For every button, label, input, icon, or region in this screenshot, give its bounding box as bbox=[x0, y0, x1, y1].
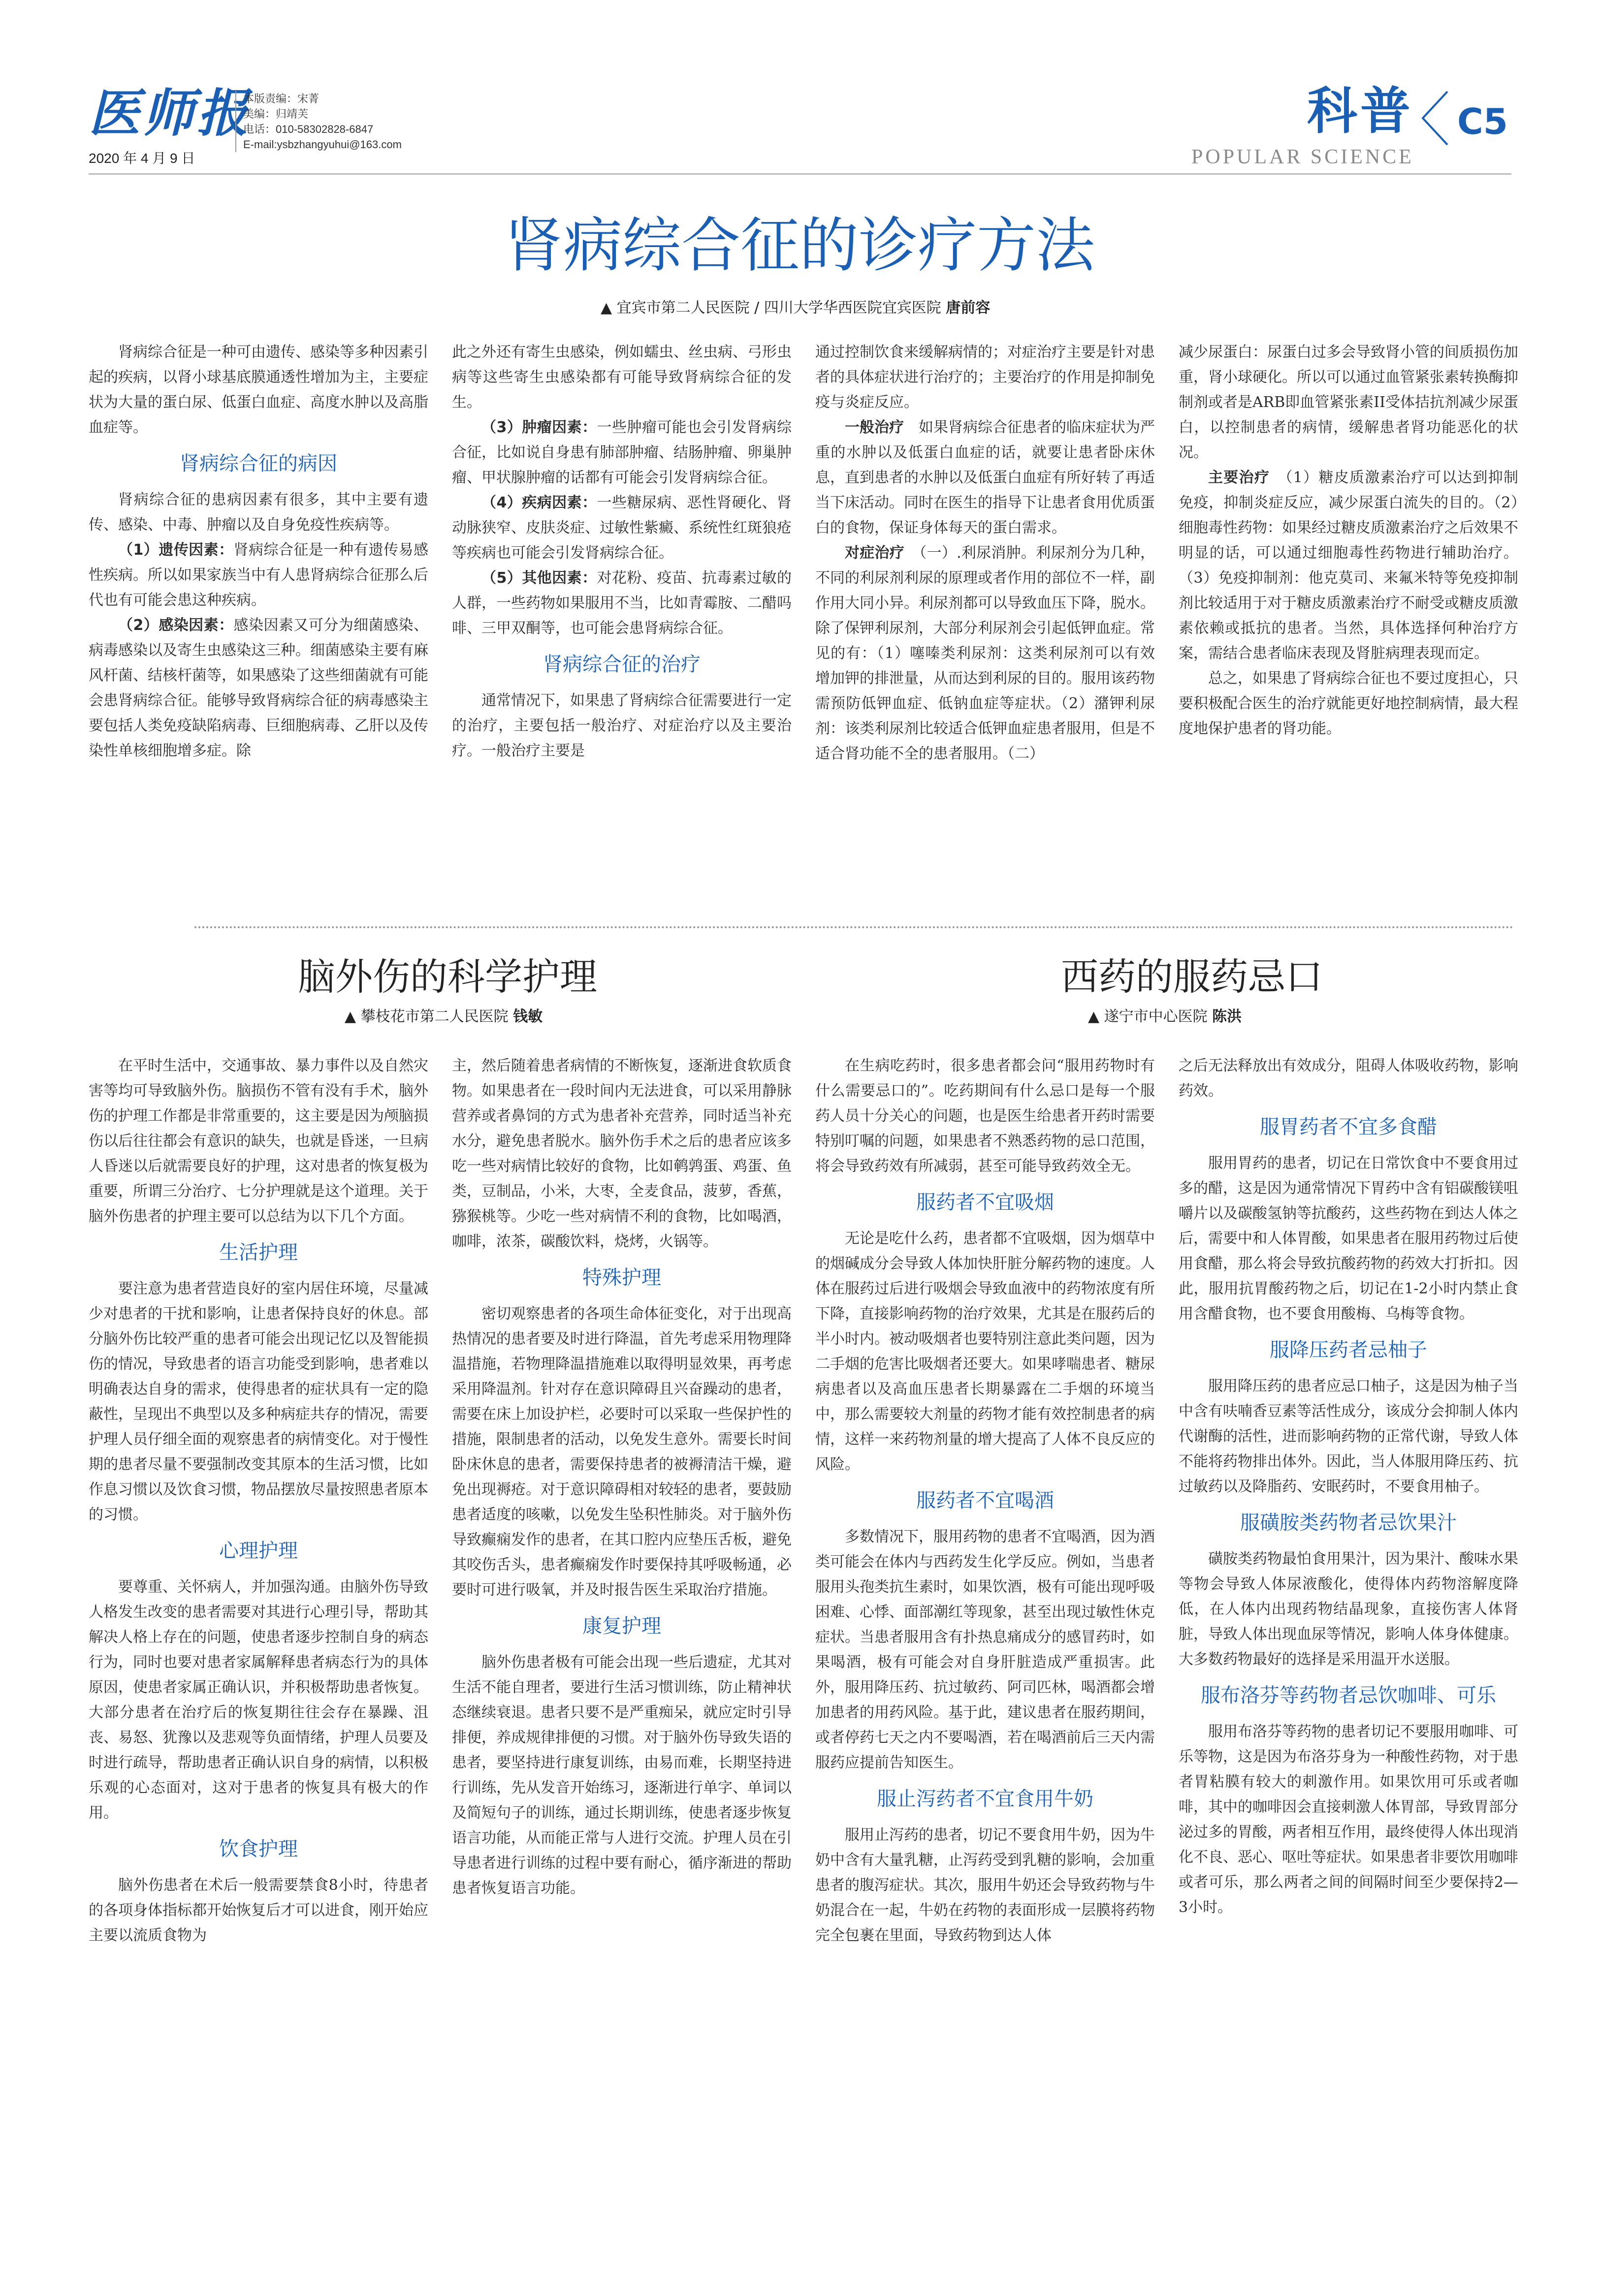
lead-in: （5）其他因素： bbox=[481, 569, 597, 587]
subheading: 服磺胺类药物者忌饮果汁 bbox=[1240, 1511, 1457, 1534]
kidney-column-4 bbox=[1179, 340, 1518, 741]
article-title-kidney: 肾病综合征的诊疗方法 bbox=[504, 212, 1095, 280]
subheading: 服药者不宜喝酒 bbox=[916, 1489, 1054, 1512]
credit-email[interactable]: E-mail:ysbzhangyuhui@163.com bbox=[243, 138, 402, 151]
header-divider bbox=[89, 173, 1511, 175]
subheading: 服布洛芬等药物者忌饮咖啡、可乐 bbox=[1201, 1684, 1496, 1707]
kidney-column-1 bbox=[89, 340, 428, 763]
article-title-medicine: 西药的服药忌口 bbox=[1061, 955, 1323, 999]
subheading: 康复护理 bbox=[582, 1615, 661, 1637]
byline-org: ▲ 攀枝花市第二人民医院 bbox=[345, 1008, 509, 1025]
paragraph bbox=[89, 613, 428, 763]
paragraph bbox=[815, 540, 1155, 766]
credit-designer: 美编：归靖芙 bbox=[243, 108, 309, 120]
paragraph: 此之外还有寄生虫感染，例如蠕虫、丝虫病、弓形虫病等这些寄生虫感染都有可能导致肾病综合征的发生。 bbox=[452, 344, 792, 411]
section-divider bbox=[194, 926, 1514, 928]
paragraph: 主，然后随着患者病情的不断恢复，逐渐进食软质食物。如果患者在一段时间内无法进食，可以采用静脉营养或者鼻饲的方式为患者补充营养，同时适当补充水分，避免患者脱水。脑外伤手术之后的患者应该多吃一些对病情比较好的食物，比如鹌鹑蛋、鸡蛋、鱼类，豆制品，小米，大枣，全麦食品，菠萝，香蕉，猕猴桃等。少吃一些对病情不利的食物，比如喝酒，咖啡，浓茶，碳酸饮料，烧烤，火锅等。 bbox=[452, 1057, 792, 1250]
section-title: 科普 bbox=[1307, 82, 1413, 141]
paragraph: 总之，如果患了肾病综合征也不要过度担心，只要积极配合医生的治疗就能更好地控制病情，最大程度地保护患者的肾功能。 bbox=[1179, 670, 1518, 737]
paragraph: 肾病综合征的患病因素有很多，其中主要有遗传、感染、中毒、肿瘤以及自身免疫性疾病等。 bbox=[89, 491, 428, 534]
paragraph bbox=[452, 415, 792, 490]
paragraph: 脑外伤患者在术后一般需要禁食8小时，待患者的各项身体指标都开始恢复后才可以进食，刚开始应主要以流质食物为 bbox=[89, 1877, 428, 1944]
paragraph: 服用降压药的患者应忌口柚子，这是因为柚子当中含有呋喃香豆素等活性成分，该成分会抑制人体内代谢酶的活性，进而影响药物的正常代谢，导致人体不能将药物排出体外。因此，当人体服用降压药、抗过敏药以及降脂药、安眠药时，不要食用柚子。 bbox=[1179, 1378, 1518, 1495]
byline-author: 陈洪 bbox=[1212, 1008, 1242, 1025]
paragraph-text: 一些肿瘤可能也会引发肾病综合征，比如说自身患有肺部肿瘤、结肠肿瘤、卵巢肿瘤、甲状腺肿瘤的话都有可能会引发肾病综合征。 bbox=[452, 419, 792, 486]
subheading: 肾病综合征的治疗 bbox=[543, 653, 701, 676]
byline-org: ▲ 遂宁市中心医院 bbox=[1088, 1008, 1208, 1025]
paragraph: 减少尿蛋白：尿蛋白过多会导致肾小管的间质损伤加重，肾小球硬化。所以可以通过血管紧张素转换酶抑制剂或者是ARB即血管紧张素II受体拮抗剂减少尿蛋白，以控制患者的病情，缓解患者肾功能恶化的状况。 bbox=[1179, 344, 1518, 461]
issue-date: 2020 年 4 月 9 日 bbox=[89, 151, 195, 166]
byline-org: ▲ 宜宾市第二人民医院 / 四川大学华西医院宜宾医院 bbox=[601, 299, 941, 316]
subheading: 心理护理 bbox=[219, 1540, 298, 1562]
paragraph: 服用胃药的患者，切记在日常饮食中不要食用过多的醋，这是因为通常情况下胃药中含有铝碳酸镁咀嚼片以及碳酸氢钠等抗酸药，这些药物在到达人体之后，需要中和人体胃酸，如果患者在服用药物过后使用食醋，那么将会导致抗酸药物的药效大打折扣。因此，服用抗胃酸药物之后，切记在1-2小时内禁止食用含醋食物，也不要食用酸梅、乌梅等食物。 bbox=[1179, 1155, 1518, 1322]
medicine-column-2 bbox=[1179, 1053, 1518, 1920]
lead-in: （4）疾病因素： bbox=[481, 494, 597, 511]
lead-in: 一般治疗 bbox=[845, 419, 904, 436]
kidney-column-2 bbox=[452, 340, 792, 763]
page-number: C5 bbox=[1457, 101, 1508, 142]
credit-phone: 电话：010-58302828-6847 bbox=[243, 123, 374, 135]
paragraph bbox=[815, 415, 1155, 540]
subheading: 服药者不宜吸烟 bbox=[916, 1191, 1054, 1214]
paragraph bbox=[452, 490, 792, 566]
lead-in: 主要治疗 bbox=[1208, 469, 1270, 486]
paragraph bbox=[89, 537, 428, 613]
paragraph: 要尊重、关怀病人，并加强沟通。由脑外伤导致人格发生改变的患者需要对其进行心理引导，帮助其解决人格上存在的问题，使患者逐步控制自身的病态行为，同时也要对患者家属解释患者病态行为的具体原因，使患者家属正确认识，并积极帮助患者恢复。大部分患者在治疗后的恢复期往往会存在暴躁、沮丧、易怒、犹豫以及悲观等负面情绪，护理人员要及时进行疏导，帮助患者正确认识自身的病情，以积极乐观的心态面对，这对于患者的恢复具有极大的作用。 bbox=[89, 1578, 428, 1822]
article-byline-brain bbox=[345, 1004, 543, 1026]
paragraph bbox=[452, 566, 792, 641]
paragraph: 通常情况下，如果患了肾病综合征需要进行一定的治疗，主要包括一般治疗、对症治疗以及主要治疗。一般治疗主要是 bbox=[452, 692, 792, 759]
paragraph: 无论是吃什么药，患者都不宜吸烟，因为烟草中的烟碱成分会导致人体加快肝脏分解药物的速度。人体在服药过后进行吸烟会导致血液中的药物浓度有所下降，直接影响药物的治疗效果，尤其是在服药后的半小时内。被动吸烟者也要特别注意此类问题，因为二手烟的危害比吸烟者还要大。如果哮喘患者、糖尿病患者以及高血压患者长期暴露在二手烟的环境当中，那么需要较大剂量的药物才能有效控制患者的病情，这样一来药物剂量的增大提高了人体不良反应的风险。 bbox=[815, 1230, 1155, 1473]
lead-in: （3）肿瘤因素： bbox=[481, 419, 597, 436]
chevron-left-icon bbox=[1418, 89, 1452, 148]
byline-author: 钱敏 bbox=[513, 1008, 543, 1025]
paragraph-text: （一）.利尿消肿。利尿剂分为几种，不同的利尿剂利尿的原理或者作用的部位不一样，副作用大同小异。利尿剂都可以导致血压下降，脱水。除了保钾利尿剂，大部分利尿剂会引起低钾血症。常见的有：（1）噻嗪类利尿剂：这类利尿剂可以有效增加钾的排泄量，从而达到利尿的目的。服用该药物需预防低钾血症、低钠血症等症状。（2）潴钾利尿剂：该类利尿剂比较适合低钾血症患者服用，但是不适合肾功能不全的患者服用。（二） bbox=[815, 544, 1155, 762]
paragraph-text: 如果肾病综合征患者的临床症状为严重的水肿以及低蛋白血症的话，就要让患者卧床休息，直到患者的水肿以及低蛋白血症有所好转了再适当下床活动。同时在医生的指导下让患者食用优质蛋白的食物，保证身体每天的蛋白需求。 bbox=[815, 419, 1155, 536]
paragraph: 在生病吃药时，很多患者都会问“服用药物时有什么需要忌口的”。吃药期间有什么忌口是每一个服药人员十分关心的问题，也是医生给患者开药时需要特别叮嘱的问题，如果患者不熟悉药物的忌口范围，将会导致药效有所减弱，甚至可能导致药效全无。 bbox=[815, 1057, 1155, 1175]
paragraph: 服用止泻药的患者，切记不要食用牛奶，因为牛奶中含有大量乳糖，止泻药受到乳糖的影响，会加重患者的腹泻症状。其次，服用牛奶还会导致药物与牛奶混合在一起，牛奶在药物的表面形成一层膜将药物完全包裹在里面，导致药物到达人体 bbox=[815, 1826, 1155, 1944]
paragraph-text: 一些糖尿病、恶性肾硬化、肾动脉狭窄、皮肤炎症、过敏性紫癜、系统性红斑狼疮等疾病也可能会引发肾病综合征。 bbox=[452, 494, 792, 562]
paragraph-text: 感染因素又可分为细菌感染、病毒感染以及寄生虫感染这三种。细菌感染主要有麻风杆菌、结核杆菌等，如果感染了这些细菌就有可能会患肾病综合征。能够导致肾病综合征的病毒感染主要包括人类免疫缺陷病毒、巨细胞病毒、乙肝以及传染性单核细胞增多症。除 bbox=[89, 617, 429, 759]
kidney-column-3 bbox=[815, 340, 1155, 766]
brain-column-2 bbox=[452, 1053, 792, 1901]
subheading: 生活护理 bbox=[219, 1241, 298, 1264]
paragraph: 通过控制饮食来缓解病情的；对症治疗主要是针对患者的具体症状进行治疗的；主要治疗的作用是抑制免疫与炎症反应。 bbox=[815, 344, 1155, 411]
newspaper-logo: 医师报 bbox=[89, 83, 252, 143]
subheading: 服止泻药者不宜食用牛奶 bbox=[877, 1788, 1093, 1810]
brain-column-1 bbox=[89, 1053, 428, 1948]
paragraph: 服用布洛芬等药物的患者切记不要服用咖啡、可乐等物，这是因为布洛芬身为一种酸性药物，对于患者胃粘膜有较大的刺激作用。如果饮用可乐或者咖啡，其中的咖啡因会直接刺激人体胃部，导致胃部分泌过多的胃酸，两者相互作用，最终使得人体出现消化不良、恶心、呕吐等症状。如果患者非要饮用咖啡或者可乐，那么两者之间的间隔时间至少要保持2—3小时。 bbox=[1179, 1723, 1518, 1916]
section-subtitle: POPULAR SCIENCE bbox=[1191, 146, 1414, 168]
paragraph: 多数情况下，服用药物的患者不宜喝酒，因为酒类可能会在体内与西药发生化学反应。例如，当患者服用头孢类抗生素时，如果饮酒，极有可能出现呼吸困难、心悸、面部潮红等现象，甚至出现过敏性休克症状。当患者服用含有扑热息痛成分的感冒药时，如果喝酒，极有可能会对自身肝脏造成严重损害。此外，服用降压药、抗过敏药、阿司匹林，喝酒都会增加患者的用药风险。基于此，建议患者在服药期间，或者停药七天之内不要喝酒，若在喝酒前后三天内需服药应提前告知医生。 bbox=[815, 1528, 1155, 1771]
byline-author: 唐前容 bbox=[946, 299, 991, 316]
medicine-column-1 bbox=[815, 1053, 1155, 1948]
paragraph: 密切观察患者的各项生命体征变化，对于出现高热情况的患者要及时进行降温，首先考虑采用物理降温措施，若物理降温措施难以取得明显效果，再考虑采用降温剂。针对存在意识障碍且兴奋躁动的患者，需要在床上加设护栏，必要时可以采取一些保护性的措施，限制患者的活动，以免发生意外。需要长时间卧床休息的患者，需要保持患者的被褥清洁干燥，避免出现褥疮。对于意识障碍相对较轻的患者，要鼓励患者适度的咳嗽，以免发生坠积性肺炎。对于脑外伤导致癫痫发作的患者，在其口腔内应垫压舌板，避免其咬伤舌头，患者癫痫发作时要保持其呼吸畅通，必要时可进行吸氧，并及时报告医生采取治疗措施。 bbox=[452, 1305, 792, 1599]
paragraph: 脑外伤患者极有可能会出现一些后遗症，尤其对生活不能自理者，要进行生活习惯训练，防止精神状态继续衰退。患者只要不是严重痴呆，就应定时引导排便，养成规律排便的习惯。对于脑外伤导致失语的患者，要坚持进行康复训练，由易而难，长期坚持进行训练，先从发音开始练习，逐渐进行单字、单词以及简短句子的训练，通过长期训练，使患者逐步恢复语言功能，从而能正常与人进行交流。护理人员在引导患者进行训练的过程中要有耐心，循序渐进的帮助患者恢复语言功能。 bbox=[452, 1654, 792, 1897]
paragraph-text: （1）糖皮质激素治疗可以达到抑制免疫，抑制炎症反应，减少尿蛋白流失的目的。（2）细胞毒性药物：如果经过糖皮质激素治疗之后效果不明显的话，可以通过细胞毒性药物进行辅助治疗。（3）免疫抑制剂：他克莫司、来氟米特等免疫抑制剂比较适用于对于糖皮质激素治疗不耐受或糖皮质激素依赖或抵抗的患者。当然，具体选择何种治疗方案，需结合患者临床表现及肾脏病理表现而定。 bbox=[1179, 469, 1518, 662]
subheading: 饮食护理 bbox=[219, 1838, 298, 1860]
subheading: 特殊护理 bbox=[582, 1266, 661, 1289]
paragraph: 肾病综合征是一种可由遗传、感染等多种因素引起的疾病，以肾小球基底膜通透性增加为主，主要症状为大量的蛋白尿、低蛋白血症、高度水肿以及高脂血症等。 bbox=[89, 344, 428, 436]
article-title-brain: 脑外伤的科学护理 bbox=[298, 955, 597, 999]
credit-editor: 本版责编：宋菁 bbox=[243, 93, 320, 105]
editor-credits bbox=[235, 91, 402, 152]
paragraph-text: 肾病综合征是一种有遗传易感性疾病。所以如果家族当中有人患肾病综合征那么后代也有可能会患这种疾病。 bbox=[89, 541, 429, 609]
paragraph bbox=[1179, 465, 1518, 666]
lead-in: （2）感染因素： bbox=[118, 617, 234, 634]
paragraph: 在平时生活中，交通事故、暴力事件以及自然灾害等均可导致脑外伤。脑损伤不管有没有手术，脑外伤的护理工作都是非常重要的，这主要是因为颅脑损伤以后往往都会有意识的缺失，也就是昏迷，一旦病人昏迷以后就需要良好的护理，这对患者的恢复极为重要，所谓三分治疗、七分护理就是这个道理。关于脑外伤患者的护理主要可以总结为以下几个方面。 bbox=[89, 1057, 428, 1225]
paragraph: 要注意为患者营造良好的室内居住环境，尽量减少对患者的干扰和影响，让患者保持良好的休息。部分脑外伤比较严重的患者可能会出现记忆以及智能损伤的情况，导致患者的语言功能受到影响，患者难以明确表达自身的需求，使得患者的症状具有一定的隐蔽性，呈现出不典型以及多种病症共存的情况，需要护理人员仔细全面的观察患者的病情变化。对于慢性期的患者尽量不要强制改变其原本的生活习惯，比如作息习惯以及饮食习惯，物品摆放尽量按照患者原本的习惯。 bbox=[89, 1280, 428, 1523]
lead-in: 对症治疗 bbox=[845, 544, 905, 562]
paragraph-text: 对花粉、疫苗、抗毒素过敏的人群，一些药物如果服用不当，比如青霉胺、二醋吗啡、三甲双酮等，也可能会患肾病综合征。 bbox=[452, 569, 792, 637]
article-byline-kidney bbox=[601, 295, 990, 317]
subheading: 服胃药者不宜多食醋 bbox=[1260, 1116, 1437, 1138]
paragraph: 之后无法释放出有效成分，阻碍人体吸收药物，影响药效。 bbox=[1179, 1057, 1518, 1100]
article-byline-medicine bbox=[1088, 1004, 1242, 1026]
subheading: 肾病综合征的病因 bbox=[180, 452, 337, 475]
paragraph: 磺胺类药物最怕食用果汁，因为果汁、酸味水果等物会导致人体尿液酸化，使得体内药物溶解度降低，在人体内出现药物结晶现象，直接伤害人体肾脏，导致人体出现血尿等情况，影响人体身体健康。大多数药物最好的选择是采用温开水送服。 bbox=[1179, 1550, 1518, 1668]
subheading: 服降压药者忌柚子 bbox=[1270, 1339, 1427, 1361]
lead-in: （1）遗传因素： bbox=[118, 541, 234, 559]
